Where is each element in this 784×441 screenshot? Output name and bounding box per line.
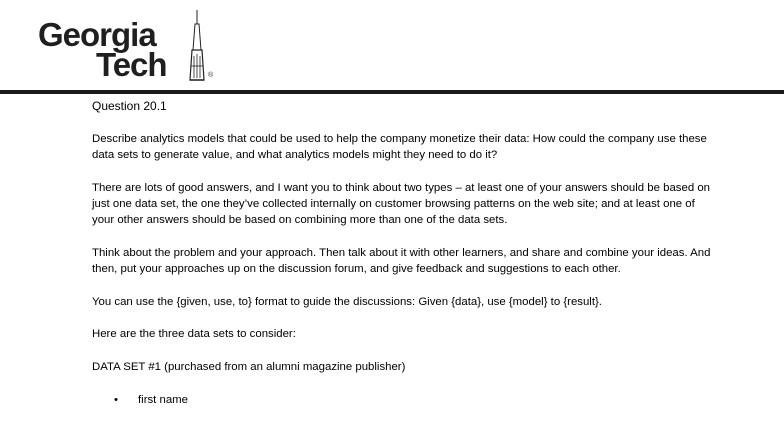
bullet-icon: • [114, 393, 118, 406]
list-item [92, 392, 712, 408]
question-title: Question 20.1 [92, 99, 167, 113]
registered-mark: ® [208, 72, 214, 79]
logo-word-tech: Tech [96, 46, 167, 83]
logo-word-georgia: Georgia [38, 16, 156, 53]
paragraph-task: Describe analytics models that could be used to help the company monetize their data: How could the company use these data sets to generate value, and what analytics models might they need to do it? [92, 132, 707, 162]
dataset-1-title: DATA SET #1 (purchased from an alumni magazine publisher) [92, 361, 406, 374]
paragraph-answer-types: There are lots of good answers, and I want you to think about two types – at least one of your answers should be based on just one data set, the one they’ve collected internally on customer browsing patterns on the web site; and at least one of your other answers should be based on combining more than one of the data sets. [92, 181, 711, 227]
dataset-1-fields [92, 392, 712, 408]
paragraph-format: You can use the {given, use, to} format to guide the discussions: Given {data}, use {model} to {result}. [92, 295, 602, 308]
paragraph-datasets-intro: Here are the three data sets to consider: [92, 328, 296, 341]
page-header [0, 0, 784, 92]
georgia-tech-logo [36, 10, 216, 84]
tech-tower-icon [184, 10, 210, 82]
header-divider [0, 90, 784, 94]
list-item-label: first name [138, 393, 189, 406]
document-body [92, 98, 712, 408]
paragraph-approach: Think about the problem and your approach. Then talk about it with other learners, and share and combine your ideas. And then, put your approaches up on the discussion forum, and give feedback and suggestions to each other. [92, 246, 711, 276]
